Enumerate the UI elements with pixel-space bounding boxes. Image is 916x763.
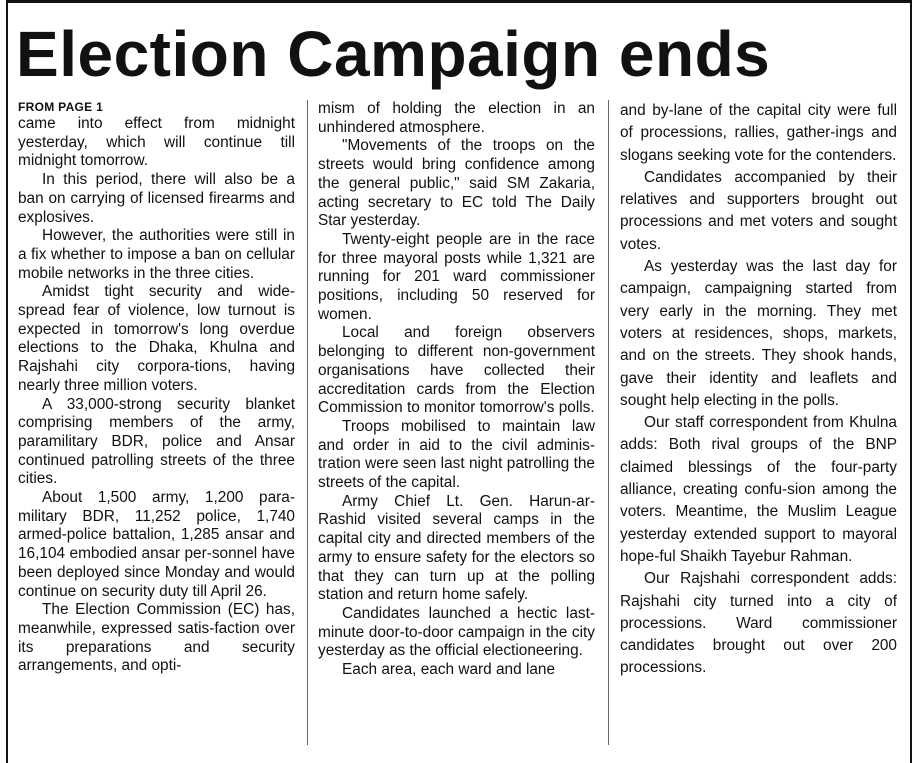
paragraph: Candidates launched a hectic last-minute door-to-door campaign in the city yesterday as the official electioneering. <box>318 604 595 660</box>
column-divider <box>608 100 609 745</box>
article-column-2 <box>318 100 595 745</box>
paragraph: Local and foreign observers belonging to different non-government organisations have collected their accreditation cards from the Election Commission to monitor tomorrow's polls. <box>318 324 595 417</box>
paragraph: and by-lane of the capital city were full of processions, rallies, gather-ings and slogans seeking vote for the contenders. <box>620 102 897 164</box>
left-border <box>6 0 8 763</box>
article-column-3 <box>620 100 897 745</box>
paragraph: came into effect from midnight yesterday, which will continue till midnight tomorrow. <box>18 115 295 170</box>
paragraph: As yesterday was the last day for campaign, campaigning started from very early in the morning. They met voters at residences, shops, markets, and on the streets. They shook hands, gave their identity and leaflets and sought help electing in the polls. <box>620 258 897 409</box>
top-border <box>6 0 912 3</box>
paragraph: A 33,000-strong security blanket comprising members of the army, paramilitary BDR, police and Ansar continued patrolling streets of the three cities. <box>18 395 295 488</box>
paragraph: Our staff correspondent from Khulna adds: Both rival groups of the BNP claimed blessings of the four-party alliance, creating confu-sion among the voters. Meantime, the Muslim League yesterday extended support to mayoral hope-ful Shaikh Tayebur Rahman. <box>620 414 897 565</box>
paragraph: About 1,500 army, 1,200 para-military BDR, 11,252 police, 1,740 armed-police battalion, 1,285 ansar and 16,104 embodied ansar per-sonnel have been deployed since Monday and would continue on security duty till April 26. <box>18 489 295 600</box>
paragraph: Troops mobilised to maintain law and order in aid to the civil adminis-tration were seen last night patrolling the streets of the capital. <box>318 417 595 492</box>
headline: Election Campaign ends <box>16 18 771 90</box>
paragraph: The Election Commission (EC) has, meanwhile, expressed satis-faction over its preparations and security arrangements, and opti- <box>18 601 295 675</box>
paragraph: mism of holding the election in an unhindered atmosphere. <box>318 100 595 136</box>
paragraph: However, the authorities were still in a fix whether to impose a ban on cellular mobile networks in the three cities. <box>18 227 295 282</box>
paragraph: In this period, there will also be a ban on carrying of licensed firearms and explosives. <box>18 171 295 226</box>
paragraph: "Movements of the troops on the streets would bring confidence among the general public," said SM Zakaria, acting secretary to EC told The Daily Star yesterday. <box>318 137 595 230</box>
paragraph: Our Rajshahi correspondent adds: Rajshahi city turned into a city of processions. Ward commissioner candidates brought out over 200 processions. <box>620 570 897 677</box>
paragraph: Twenty-eight people are in the race for three mayoral posts while 1,321 are running for 201 ward commissioner positions, including 50 reserved for women. <box>318 230 595 323</box>
jump-kicker: FROM PAGE 1 <box>18 100 104 114</box>
paragraph: Candidates accompanied by their relatives and supporters brought out processions and met voters and sought votes. <box>620 168 897 253</box>
paragraph: Amidst tight security and wide-spread fear of violence, low turnout is expected in tomorrow's long overdue elections to the Dhaka, Khulna and Rajshahi city corpora-tions, having nearly three million voters. <box>18 283 295 394</box>
paragraph: Each area, each ward and lane <box>342 661 556 679</box>
column-divider <box>307 100 308 745</box>
right-border <box>910 0 912 763</box>
article-column-1 <box>18 100 295 745</box>
paragraph: Army Chief Lt. Gen. Harun-ar-Rashid visited several camps in the capital city and directed members of the army to ensure safety for the electors so that they can turn up at the polling station and return home safely. <box>318 492 595 604</box>
